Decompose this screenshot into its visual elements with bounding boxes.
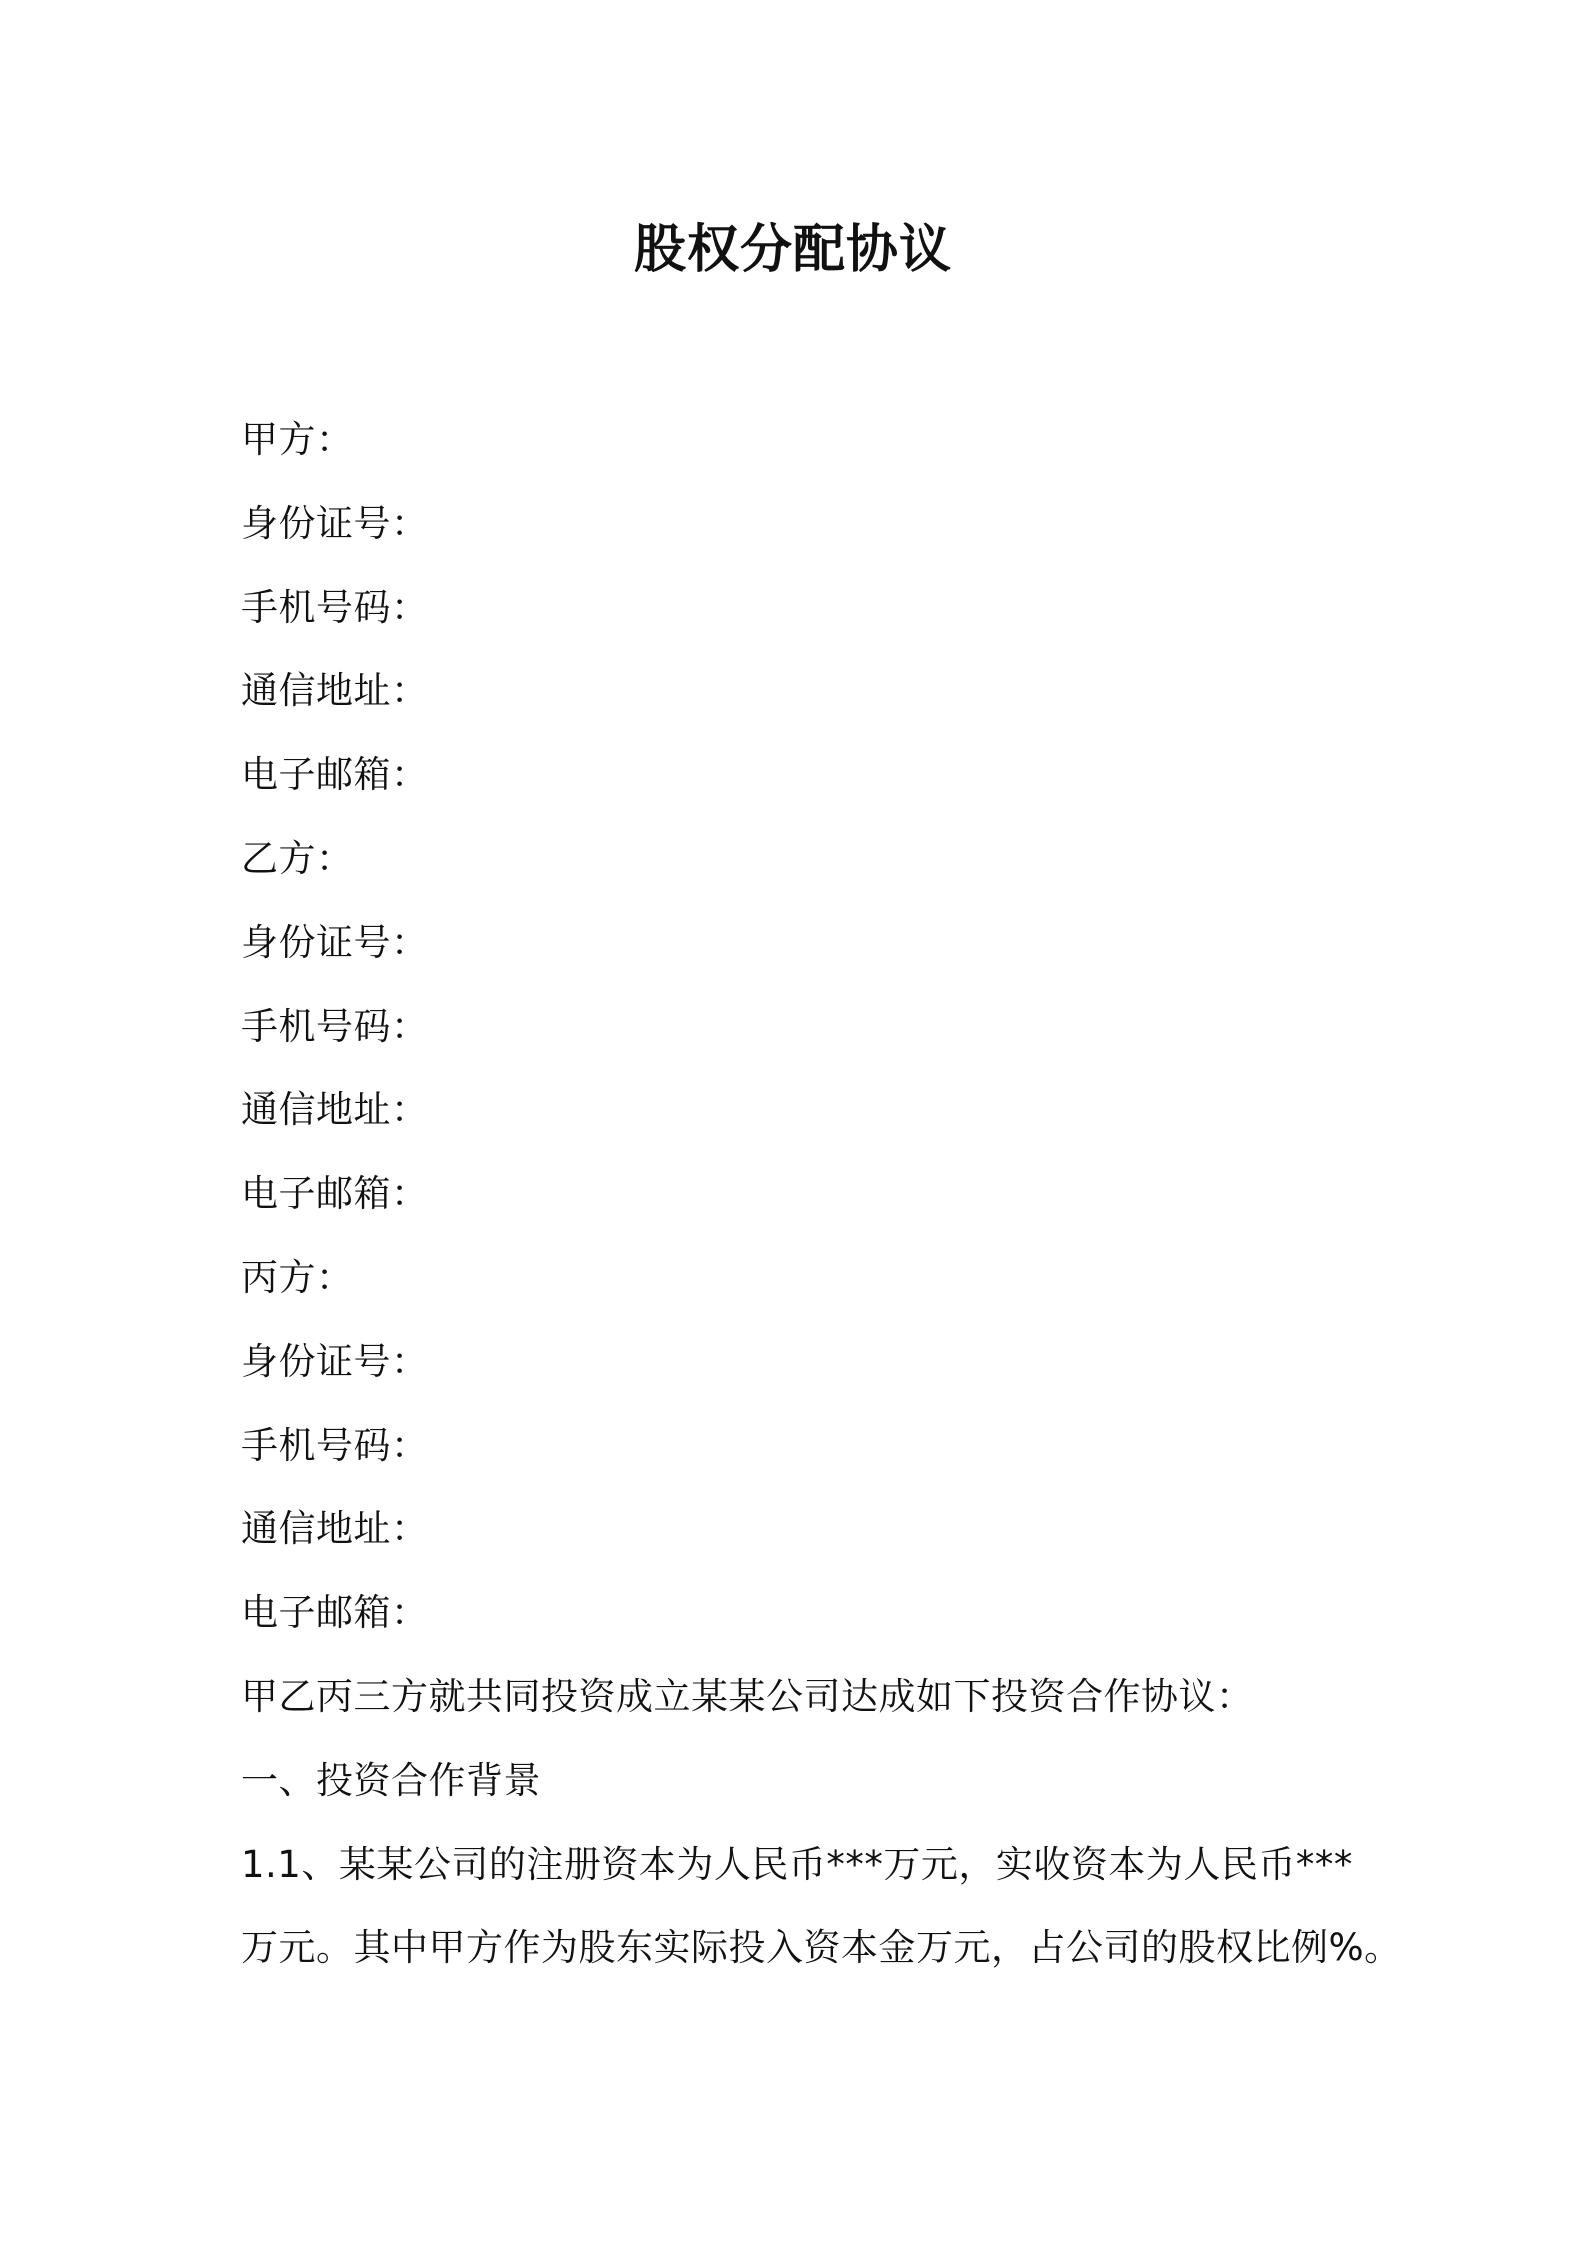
party-a-label: 甲方： <box>241 418 354 461</box>
party-a-email-label: 电子邮箱： <box>241 753 429 797</box>
party-b-id-number-label: 身份证号： <box>241 920 429 964</box>
party-c-address-label: 通信地址： <box>241 1507 429 1551</box>
clause-1-1-line-2: 万元。其中甲方作为股东实际投入资本金万元，占公司的股权比例%。 <box>241 1926 1402 1970</box>
party-b-phone-label: 手机号码： <box>241 1004 429 1048</box>
party-c-label: 丙方： <box>241 1255 354 1299</box>
clause-1-1-line-1: 1.1、某某公司的注册资本为人民币***万元，实收资本为人民币*** <box>241 1842 1353 1886</box>
section-heading: 一、投资合作背景 <box>241 1758 541 1802</box>
party-c-phone-label: 手机号码： <box>241 1423 429 1467</box>
party-b-label: 乙方： <box>241 836 354 880</box>
party-a-address-label: 通信地址： <box>241 669 429 713</box>
party-c-email-label: 电子邮箱： <box>241 1591 429 1635</box>
party-b-address-label: 通信地址： <box>241 1088 429 1132</box>
agreement-intro: 甲乙丙三方就共同投资成立某某公司达成如下投资合作协议： <box>241 1674 1254 1718</box>
document-title: 股权分配协议 <box>633 220 952 280</box>
party-a-phone-label: 手机号码： <box>241 585 429 629</box>
party-b-email-label: 电子邮箱： <box>241 1172 429 1216</box>
party-a-id-number-label: 身份证号： <box>241 501 429 545</box>
party-c-id-number-label: 身份证号： <box>241 1339 429 1383</box>
document-body <box>241 408 1402 2000</box>
